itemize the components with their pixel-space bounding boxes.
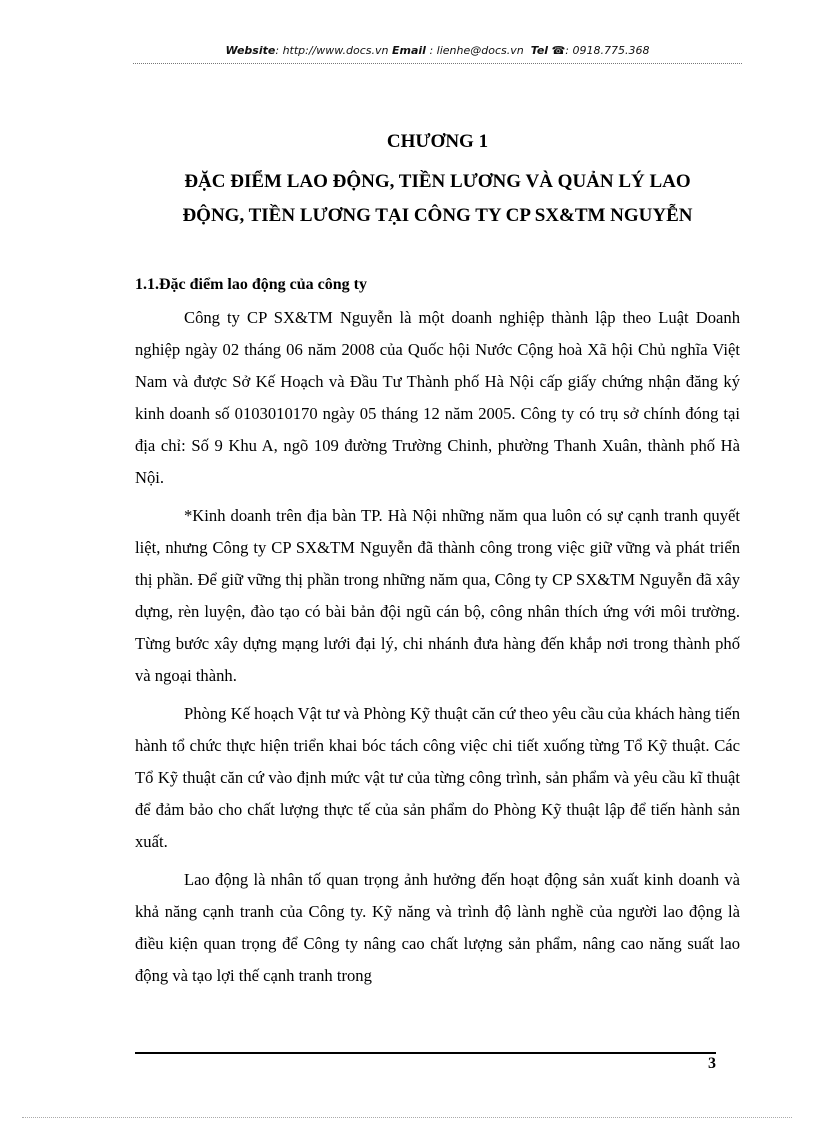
footer-divider (135, 1052, 716, 1054)
section-heading: 1.1.Đặc điểm lao động của công ty (135, 276, 367, 293)
page-header (135, 44, 740, 57)
header-divider (133, 63, 742, 64)
paragraph-2: *Kinh doanh trên địa bàn TP. Hà Nội những năm qua luôn có sự cạnh tranh quyết liệt, nhưng Công ty CP SX&TM Nguyễn đã thành công trong việc giữ vững và phát triển thị phần. Để giữ vững thị phần trong những năm qua, Công ty CP SX&TM Nguyễn đã xây dựng, rèn luyện, đào tạo có bài bản đội ngũ cán bộ, công nhân thích ứng với môi trường. Từng bước xây dựng mạng lưới đại lý, chi nhánh đưa hàng đến khắp nơi trong thành phố và ngoại thành. (135, 506, 740, 685)
website-label: Website (225, 44, 276, 57)
phone-icon: ☎ (551, 44, 566, 57)
email-label: Email (392, 44, 426, 57)
website-url[interactable]: http://www.docs.vn (282, 44, 389, 57)
paragraph-1: Công ty CP SX&TM Nguyễn là một doanh nghiệp thành lập theo Luật Doanh nghiệp ngày 02 tháng 06 năm 2008 của Quốc hội Nước Cộng hoà Xã hội Chủ nghĩa Việt Nam và được Sở Kế Hoạch và Đầu Tư Thành phố Hà Nội cấp giấy chứng nhận đăng ký kinh doanh số 0103010170 ngày 05 tháng 12 năm 2005. Công ty có trụ sở chính đóng tại địa chỉ: Số 9 Khu A, ngõ 109 đường Trường Chinh, phường Thanh Xuân, thành phố Hà Nội. (135, 308, 740, 487)
paragraph-3: Phòng Kế hoạch Vật tư và Phòng Kỹ thuật căn cứ theo yêu cầu của khách hàng tiến hành tổ chức thực hiện triển khai bóc tách công việc chi tiết xuống từng Tổ Kỹ thuật. Các Tổ Kỹ thuật căn cứ vào định mức vật tư của từng công trình, sản phẩm và yêu cầu kĩ thuật để đảm bảo cho chất lượng thực tế của sản phẩm do Phòng Kỹ thuật lập để tiến hành sản xuất. (135, 704, 740, 851)
chapter-title-line-1: ĐẶC ĐIỂM LAO ĐỘNG, TIỀN LƯƠNG VÀ QUẢN LÝ LAO (184, 171, 691, 192)
page-bottom-edge (22, 1117, 792, 1118)
email-separator: : (425, 44, 437, 57)
email-address[interactable]: lienhe@docs.vn (436, 44, 524, 57)
website-separator: : (275, 44, 283, 57)
tel-number: : 0918.775.368 (565, 44, 650, 57)
chapter-title-line-2: ĐỘNG, TIỀN LƯƠNG TẠI CÔNG TY CP SX&TM NGUYỄN (182, 205, 693, 226)
paragraph-4: Lao động là nhân tố quan trọng ảnh hưởng đến hoạt động sản xuất kinh doanh và khả năng cạnh tranh của Công ty. Kỹ năng và trình độ lành nghề của người lao động là điều kiện quan trọng để Công ty nâng cao chất lượng sản phẩm, nâng cao năng suất lao động và tạo lợi thế cạnh tranh trong (135, 870, 740, 985)
tel-label: Tel (530, 44, 549, 57)
body-text (135, 302, 740, 996)
chapter-heading: CHƯƠNG 1 (386, 131, 489, 152)
page-number: 3 (708, 1055, 716, 1072)
